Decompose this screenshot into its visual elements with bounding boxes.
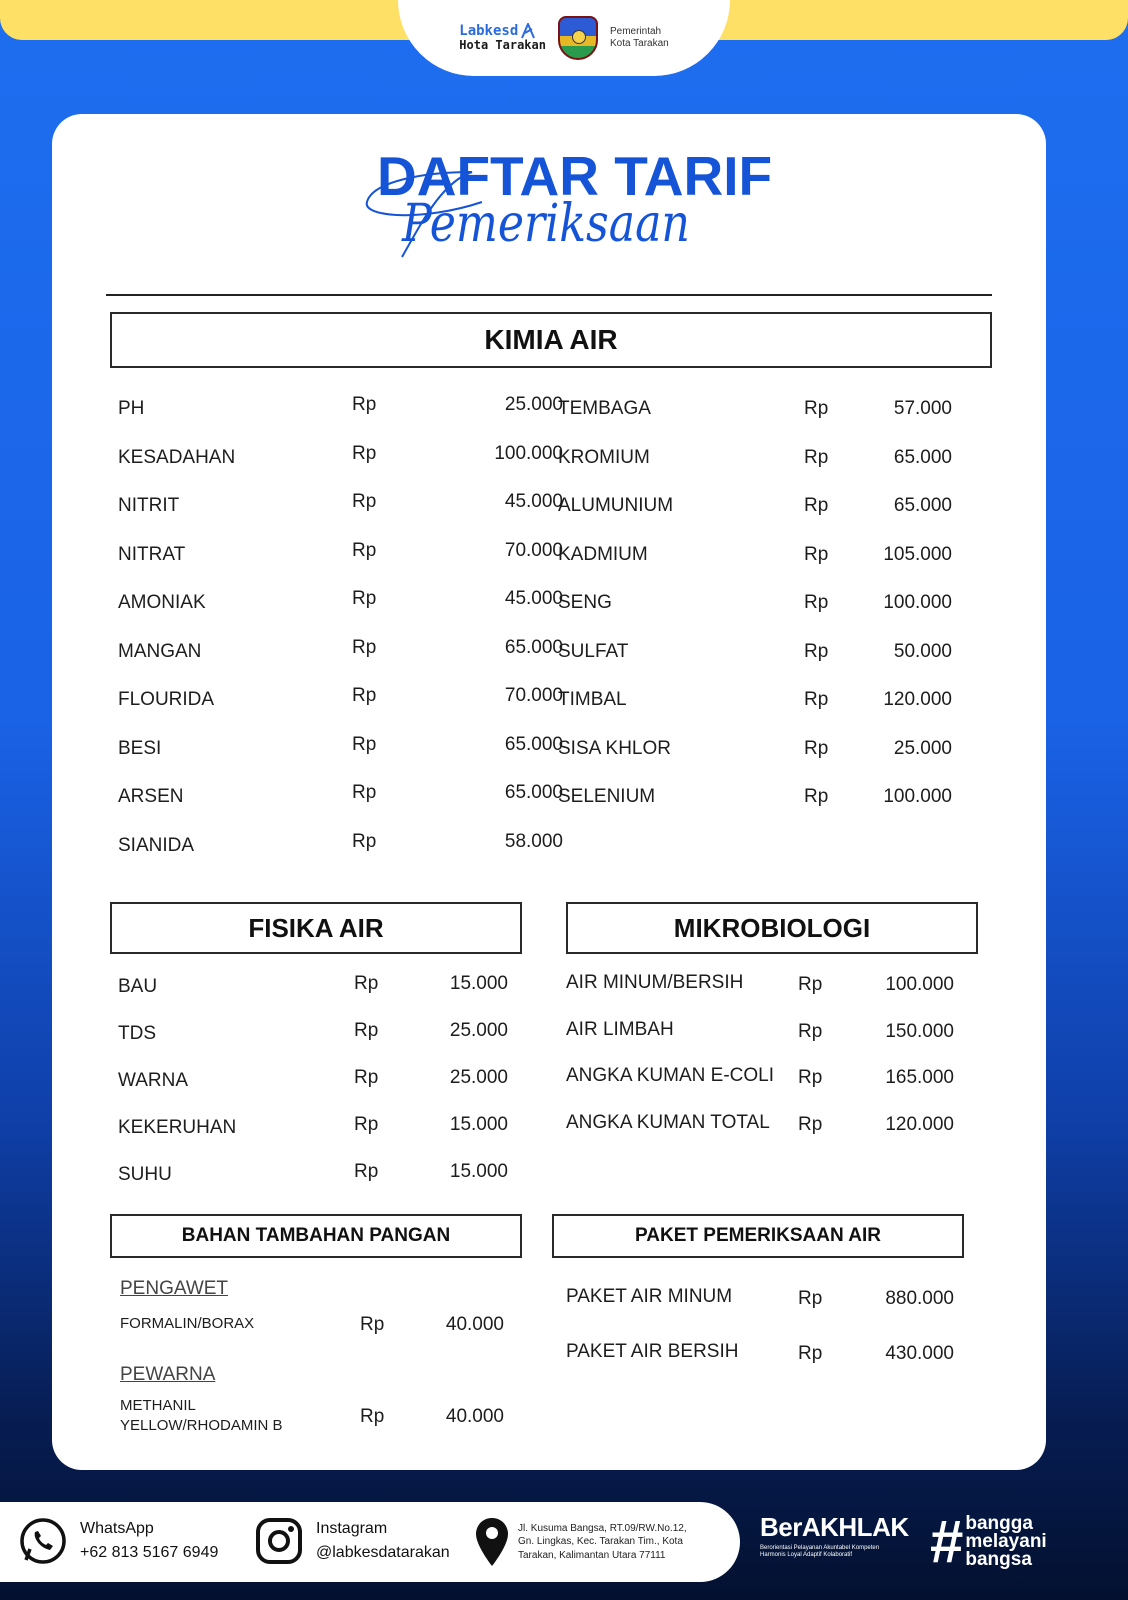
item-price: 150.000 (885, 1020, 954, 1042)
bangga-melayani-logo (930, 1508, 1047, 1575)
item-currency: Rp (804, 737, 829, 759)
item-price: 57.000 (893, 398, 952, 419)
item-name-line2: YELLOW/RHODAMIN B (120, 1417, 283, 1435)
item-name-line1: METHANIL (120, 1397, 196, 1414)
item-price: 100.000 (883, 786, 952, 807)
item-price: 25.000 (893, 737, 952, 759)
item-name: MANGAN (118, 640, 202, 662)
bangga-word1: bangga (965, 1512, 1033, 1534)
bangga-word2: melayani (965, 1530, 1047, 1552)
address-block (474, 1516, 687, 1568)
whatsapp-contact[interactable] (18, 1516, 218, 1566)
section-mikrobiologi (566, 902, 978, 954)
item-name: AIR MINUM/BERSIH (566, 972, 744, 993)
item-currency: Rp (360, 1406, 385, 1427)
item-currency: Rp (352, 830, 377, 852)
gov-line1: Pemerintah (609, 26, 662, 37)
item-name: PAKET AIR BERSIH (566, 1341, 739, 1362)
gov-line2: Kota Tarakan (609, 38, 669, 49)
item-currency: Rp (352, 733, 377, 755)
item-name: SENG (558, 592, 612, 613)
labkesda-logo (459, 23, 546, 52)
item-price: 65.000 (893, 495, 952, 516)
location-pin-icon (474, 1516, 510, 1568)
item-name: PH (118, 398, 145, 419)
instagram-contact[interactable] (254, 1516, 450, 1566)
item-price: 25.000 (449, 1020, 508, 1041)
gov-label (610, 26, 669, 50)
item-currency: Rp (798, 974, 823, 995)
item-price: 15.000 (449, 1114, 508, 1135)
item-currency: Rp (360, 1314, 385, 1335)
logo-line2: Hota Tarakan (459, 38, 546, 53)
address-line3: Tarakan, Kalimantan Utara 77111 (518, 1549, 666, 1561)
contact-footer (0, 1502, 740, 1582)
item-name: KEKERUHAN (118, 1117, 237, 1138)
item-price: 45.000 (504, 588, 563, 609)
instagram-label: Instagram (316, 1520, 388, 1537)
item-name: BESI (118, 737, 162, 759)
address-line1: Jl. Kusuma Bangsa, RT.09/RW.No.12, (518, 1522, 687, 1534)
item-price: 120.000 (885, 1113, 954, 1135)
item-currency: Rp (352, 491, 377, 512)
section-heading: MIKROBIOLOGI (673, 912, 871, 943)
item-currency: Rp (354, 973, 379, 994)
item-name (120, 1396, 283, 1437)
item-name: KADMIUM (558, 543, 648, 565)
item-name: TDS (118, 1023, 156, 1044)
item-currency: Rp (804, 786, 829, 807)
item-currency: Rp (354, 1020, 379, 1041)
item-name: AMONIAK (118, 592, 206, 613)
item-currency: Rp (798, 1343, 823, 1364)
item-price: 105.000 (883, 543, 952, 565)
item-price: 40.000 (445, 1314, 504, 1335)
item-currency: Rp (352, 588, 377, 609)
bangga-word3: bangsa (965, 1549, 1032, 1571)
item-name: SIANIDA (118, 834, 195, 856)
item-price: 100.000 (494, 442, 563, 464)
item-price: 100.000 (883, 592, 952, 613)
item-name: TEMBAGA (558, 398, 651, 419)
whatsapp-number[interactable]: +62 813 5167 6949 (80, 1544, 219, 1561)
item-price: 120.000 (883, 689, 952, 710)
item-price: 58.000 (504, 830, 563, 852)
item-currency: Rp (798, 1113, 823, 1135)
item-currency: Rp (804, 398, 829, 419)
item-price: 165.000 (885, 1067, 954, 1088)
item-price: 70.000 (504, 539, 563, 561)
btp-group-pengawet: PENGAWET (120, 1278, 229, 1299)
item-name: AIR LIMBAH (566, 1018, 674, 1040)
logo-line1: Labkesd (459, 22, 519, 39)
item-currency: Rp (804, 495, 829, 516)
item-price: 100.000 (885, 974, 954, 995)
section-kimia-air (110, 312, 992, 368)
instagram-icon (254, 1516, 304, 1566)
item-price: 25.000 (449, 1067, 508, 1088)
berakhlak-logo (760, 1512, 909, 1559)
item-currency: Rp (798, 1067, 823, 1088)
item-currency: Rp (798, 1288, 823, 1309)
item-name: WARNA (118, 1070, 189, 1091)
item-currency: Rp (804, 592, 829, 613)
title-block (52, 144, 1046, 284)
item-currency: Rp (804, 543, 829, 565)
title-divider (106, 294, 992, 296)
item-name: SISA KHLOR (558, 737, 671, 759)
berakhlak-sub2: Harmonis Loyal Adaptif Kolaboratif (760, 1552, 853, 1559)
section-paket (552, 1214, 964, 1258)
tariff-card (52, 114, 1046, 1470)
item-currency: Rp (352, 636, 377, 658)
item-name: PAKET AIR MINUM (566, 1286, 733, 1307)
item-currency: Rp (798, 1020, 823, 1042)
whatsapp-label: WhatsApp (80, 1520, 154, 1537)
item-name: NITRIT (118, 495, 180, 516)
item-name: SUHU (118, 1164, 172, 1185)
item-currency: Rp (352, 782, 377, 803)
item-currency: Rp (804, 446, 829, 468)
item-price: 65.000 (893, 446, 952, 468)
item-price: 40.000 (445, 1406, 504, 1427)
item-name: SELENIUM (558, 786, 656, 807)
section-btp (110, 1214, 522, 1258)
btp-group-pewarna: PEWARNA (120, 1364, 216, 1385)
title-main: DAFTAR TARIF (377, 145, 773, 207)
item-price: 65.000 (504, 636, 563, 658)
section-heading: PAKET PEMERIKSAAN AIR (635, 1225, 881, 1246)
item-currency: Rp (352, 539, 377, 561)
item-name: ANGKA KUMAN TOTAL (566, 1111, 770, 1133)
berakhlak-title: BerAKHLAK (760, 1512, 909, 1542)
address-line2: Gn. Lingkas, Kec. Tarakan Tim., Kota (518, 1536, 683, 1548)
item-currency: Rp (804, 640, 829, 662)
item-currency: Rp (354, 1067, 379, 1088)
item-name: ANGKA KUMAN E-COLI (566, 1065, 774, 1086)
section-heading: BAHAN TAMBAHAN PANGAN (181, 1225, 451, 1246)
item-price: 880.000 (885, 1288, 954, 1309)
item-currency: Rp (352, 394, 377, 415)
instagram-handle[interactable]: @labkesdatarakan (316, 1544, 450, 1561)
item-name: NITRAT (118, 543, 186, 565)
item-currency: Rp (352, 685, 377, 706)
berakhlak-sub1: Berorientasi Pelayanan Akuntabel Kompeten (760, 1545, 880, 1551)
item-name: SULFAT (558, 640, 629, 662)
item-currency: Rp (352, 442, 377, 464)
item-name: TIMBAL (558, 689, 627, 710)
item-name: KROMIUM (558, 446, 650, 468)
item-name: FLOURIDA (118, 689, 215, 710)
title-script: Pemeriksaan (402, 194, 690, 254)
header-logos (398, 0, 730, 76)
item-currency: Rp (354, 1161, 379, 1182)
section-heading: FISIKA AIR (248, 912, 384, 943)
labkesda-mark-icon (520, 23, 536, 39)
item-name: ARSEN (118, 786, 184, 807)
section-heading: KIMIA AIR (484, 324, 618, 355)
item-currency: Rp (354, 1114, 379, 1135)
item-price: 65.000 (504, 782, 563, 803)
item-name: KESADAHAN (118, 446, 236, 468)
item-price: 15.000 (449, 1161, 508, 1182)
city-seal-icon (558, 16, 598, 60)
item-name: BAU (118, 976, 158, 997)
section-fisika-air (110, 902, 522, 954)
item-price: 25.000 (504, 394, 563, 415)
item-price: 65.000 (504, 733, 563, 755)
item-name: FORMALIN/BORAX (120, 1315, 255, 1332)
item-name: ALUMUNIUM (558, 495, 674, 516)
hashtag-icon: # (930, 1508, 964, 1575)
item-currency: Rp (804, 689, 829, 710)
item-price: 430.000 (885, 1343, 954, 1364)
item-price: 15.000 (449, 973, 508, 994)
item-price: 50.000 (893, 640, 952, 662)
item-price: 70.000 (504, 685, 563, 706)
item-price: 45.000 (504, 491, 563, 512)
whatsapp-icon (18, 1516, 68, 1566)
